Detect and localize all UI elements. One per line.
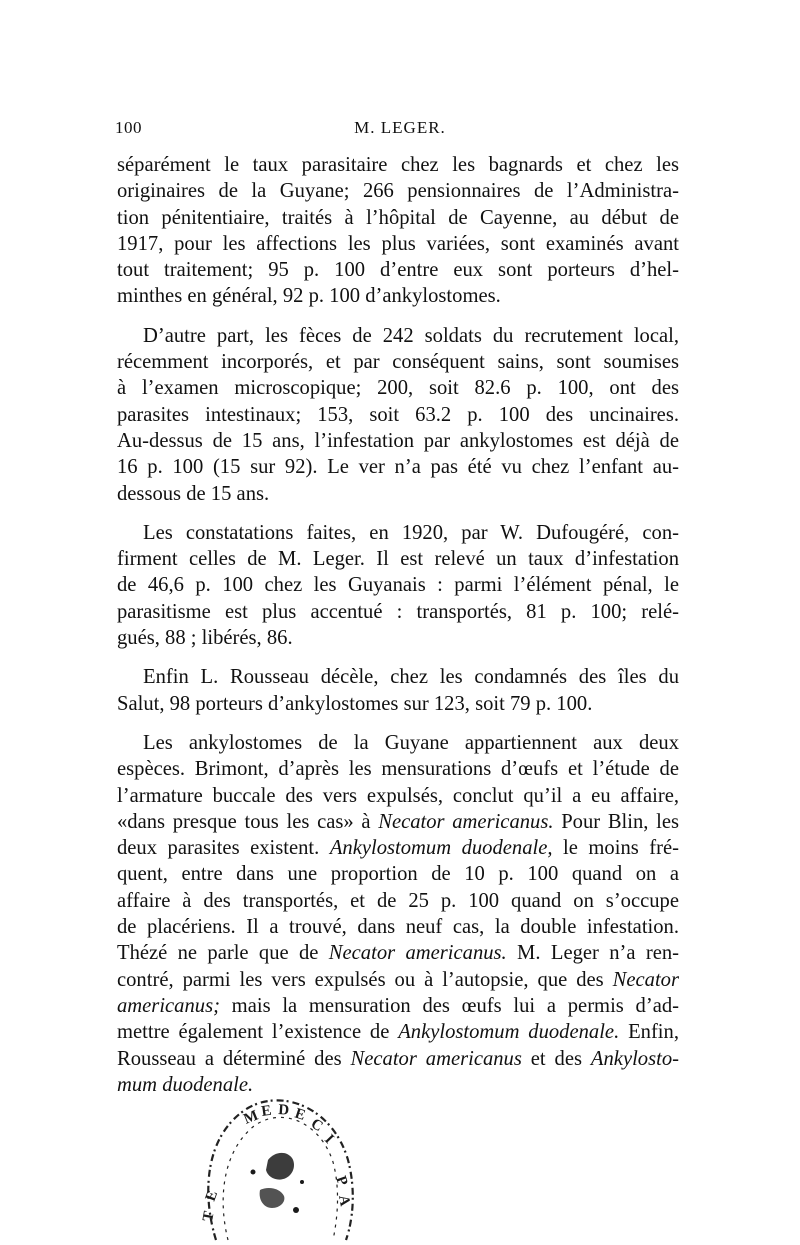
svg-text:E: E	[260, 1102, 273, 1120]
species-name: Ankylosto-	[590, 1047, 679, 1070]
paragraph	[117, 152, 679, 310]
text-line: Les constatations faites, en 1920, par W. Dufougéré, con-	[143, 521, 679, 544]
paragraph	[117, 730, 679, 1098]
text-line: tout traitement; 95 p. 100 d’entre eux sont porteurs d’hel-	[117, 259, 679, 282]
text-line: Les ankylostomes de la Guyane appartiennent aux deux	[143, 731, 679, 754]
species-name: Ankylostomum duodenale,	[329, 837, 553, 860]
svg-text:E: E	[292, 1105, 308, 1124]
species-name: americanus;	[117, 994, 220, 1017]
text-line: dessous de 15 ans.	[117, 482, 270, 505]
text-line: «dans presque tous les cas» à Necator americanus. Pour Blin, les	[117, 810, 680, 833]
paragraph	[117, 323, 679, 507]
species-name: Ankylostomum duodenale.	[398, 1021, 620, 1044]
svg-text:C: C	[307, 1115, 326, 1136]
paragraph	[117, 664, 679, 717]
svg-text:M: M	[241, 1107, 261, 1128]
text-line: récemment incorporés, et par conséquent sains, sont soumises	[117, 351, 679, 374]
text-line: firment celles de M. Leger. Il est relevé un taux d’infestation	[117, 548, 679, 571]
species-name: mum duodenale.	[117, 1073, 254, 1096]
text-line: Enfin L. Rousseau décèle, chez les condamnés des îles du	[143, 666, 679, 689]
svg-text:D: D	[277, 1102, 290, 1119]
running-head: M. LEGER.	[354, 118, 446, 137]
text-line: 16 p. 100 (15 sur 92). Le ver n’a pas été vu chez l’enfant au-	[117, 456, 679, 479]
text-line: 1917, pour les affections les plus variées, sont examinés avant	[117, 232, 679, 255]
text-line: minthes en général, 92 p. 100 d’ankylostomes.	[117, 285, 501, 308]
svg-text:A: A	[335, 1193, 353, 1208]
text-line: à l’examen microscopique; 200, soit 82.6 p. 100, ont des	[117, 377, 679, 400]
text-line: de placériens. Il a trouvé, dans neuf cas, la double infestation.	[117, 916, 679, 939]
svg-text:I: I	[321, 1131, 337, 1147]
svg-text:T: T	[200, 1210, 218, 1223]
species-name: Necator americanus.	[328, 942, 507, 965]
text-line: espèces. Brimont, d’après les mensurations d’œufs et l’étude de	[117, 758, 679, 781]
paragraph	[117, 520, 679, 651]
species-name: Necator americanus.	[378, 810, 554, 833]
svg-text:E: E	[202, 1188, 222, 1204]
text-line: Thézé ne parle que de Necator americanus. M. Leger n’a ren-	[117, 942, 680, 965]
page-header	[115, 118, 685, 142]
text-line: quent, entre dans une proportion de 10 p. 100 quand on a	[117, 863, 679, 886]
text-line: tion pénitentiaire, traités à l’hôpital de Cayenne, au début de	[117, 206, 679, 229]
text-line: americanus; mais la mensuration des œufs lui a permis d’ad-	[117, 994, 679, 1017]
text-line: Au-dessus de 15 ans, l’infestation par ankylostomes est déjà de	[117, 429, 679, 452]
text-line: Salut, 98 porteurs d’ankylostomes sur 123, soit 79 p. 100.	[117, 692, 593, 715]
text-line: originaires de la Guyane; 266 pensionnaires de l’Administra-	[117, 180, 679, 203]
text-line: l’armature buccale des vers expulsés, conclut qu’il a eu affaire,	[117, 784, 679, 807]
page-number: 100	[115, 118, 142, 137]
species-name: Necator	[612, 968, 679, 991]
text-line: affaire à des transportés, et de 25 p. 100 quand on s’occupe	[117, 889, 679, 912]
text-line: séparément le taux parasitaire chez les bagnards et chez les	[117, 154, 679, 176]
text-line: parasitisme est plus accentué : transportés, 81 p. 100; relé-	[117, 600, 679, 623]
svg-text:P: P	[332, 1173, 351, 1188]
body-text	[117, 152, 679, 1098]
species-name: Necator americanus	[350, 1047, 522, 1070]
text-line: contré, parmi les vers expulsés ou à l’autopsie, que des Necator	[117, 968, 679, 991]
text-line: de 46,6 p. 100 chez les Guyanais : parmi l’élément pénal, le	[117, 574, 679, 597]
text-line: gués, 88 ; libérés, 86.	[117, 627, 293, 650]
text-line: deux parasites existent. Ankylostomum duodenale, le moins fré-	[117, 837, 679, 860]
text-line: parasites intestinaux; 153, soit 63.2 p. 100 des uncinaires.	[117, 403, 679, 426]
text-line: Rousseau a déterminé des Necator americanus et des Ankylosto-	[117, 1047, 679, 1070]
text-line: D’autre part, les fèces de 242 soldats du recrutement local,	[143, 324, 679, 347]
text-line: mettre également l’existence de Ankylostomum duodenale. Enfin,	[117, 1021, 679, 1044]
library-stamp	[198, 1090, 358, 1245]
